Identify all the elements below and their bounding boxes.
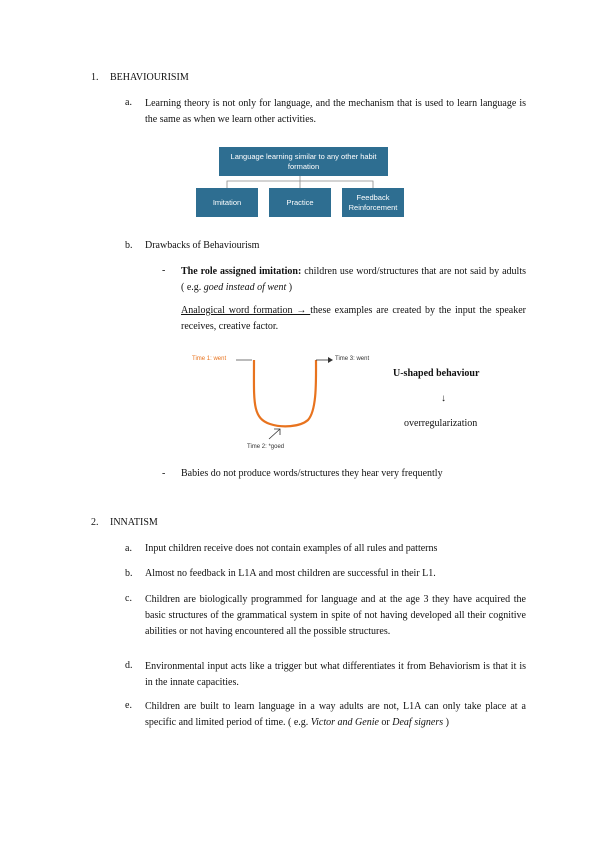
item-text: Drawbacks of Behaviourism bbox=[145, 240, 260, 251]
diagram-box-feedback: Feedback Reinforcement bbox=[342, 188, 404, 217]
diagram-box-practice: Practice bbox=[269, 188, 331, 217]
diagram-top-box: Language learning similar to any other habit formation bbox=[219, 147, 388, 176]
section-number: 2. bbox=[91, 517, 99, 528]
item-label: e. bbox=[125, 700, 132, 711]
item-label: b. bbox=[125, 240, 133, 251]
bullet-text: The role assigned imitation: children use word/structures that are not said by adults ( e.g. goed instead of went ) bbox=[181, 266, 526, 293]
item-label: a. bbox=[125, 97, 132, 108]
label-time3: Time 3: went bbox=[335, 356, 370, 362]
item-text: Children are built to learn language in a way adults are not, L1A can only take place at a specific and limited period of time. ( e.g. Victor and Genie or Deaf signers ) bbox=[145, 701, 526, 728]
overregularization-label: overregularization bbox=[404, 418, 478, 429]
item-label: c. bbox=[125, 593, 132, 604]
item-text: Learning theory is not only for language, and the mechanism that is used to learn language is the same as when we learn other activities. bbox=[145, 98, 526, 125]
diagram-connectors bbox=[190, 176, 410, 190]
section-number: 1. bbox=[91, 72, 99, 83]
bullet-dash: - bbox=[162, 265, 166, 276]
down-arrow: ↓ bbox=[441, 393, 446, 404]
item-text: Children are biologically programmed for language and at the age 3 they have acquired the basic structures of the grammatical system in spite of not having developed all their cognitive abilities or not having encountered all the possible structures. bbox=[145, 594, 526, 637]
u-shape-title: U-shaped behaviour bbox=[393, 368, 480, 379]
diagram-box-imitation: Imitation bbox=[196, 188, 258, 217]
analogical-text: Analogical word formation → these examples are created by the input the speaker receives, creative factor. bbox=[181, 305, 526, 332]
label-time1: Time 1: went bbox=[192, 356, 227, 362]
item-text: Almost no feedback in L1A and most children are successful in their L1. bbox=[145, 568, 436, 579]
bullet-text: Babies do not produce words/structures they hear very frequently bbox=[181, 468, 443, 479]
section-title: BEHAVIOURISIM bbox=[110, 72, 189, 83]
item-label: a. bbox=[125, 543, 132, 554]
item-label: d. bbox=[125, 660, 133, 671]
u-curve bbox=[190, 352, 380, 452]
item-label: b. bbox=[125, 568, 133, 579]
label-time2: Time 2: *goed bbox=[247, 444, 285, 450]
item-text: Input children receive does not contain examples of all rules and patterns bbox=[145, 543, 438, 554]
bullet-dash: - bbox=[162, 468, 166, 479]
section-title: INNATISM bbox=[110, 517, 158, 528]
item-text: Environmental input acts like a trigger but what differentiates it from Behaviorism is that it is in the innate capacities. bbox=[145, 661, 526, 688]
